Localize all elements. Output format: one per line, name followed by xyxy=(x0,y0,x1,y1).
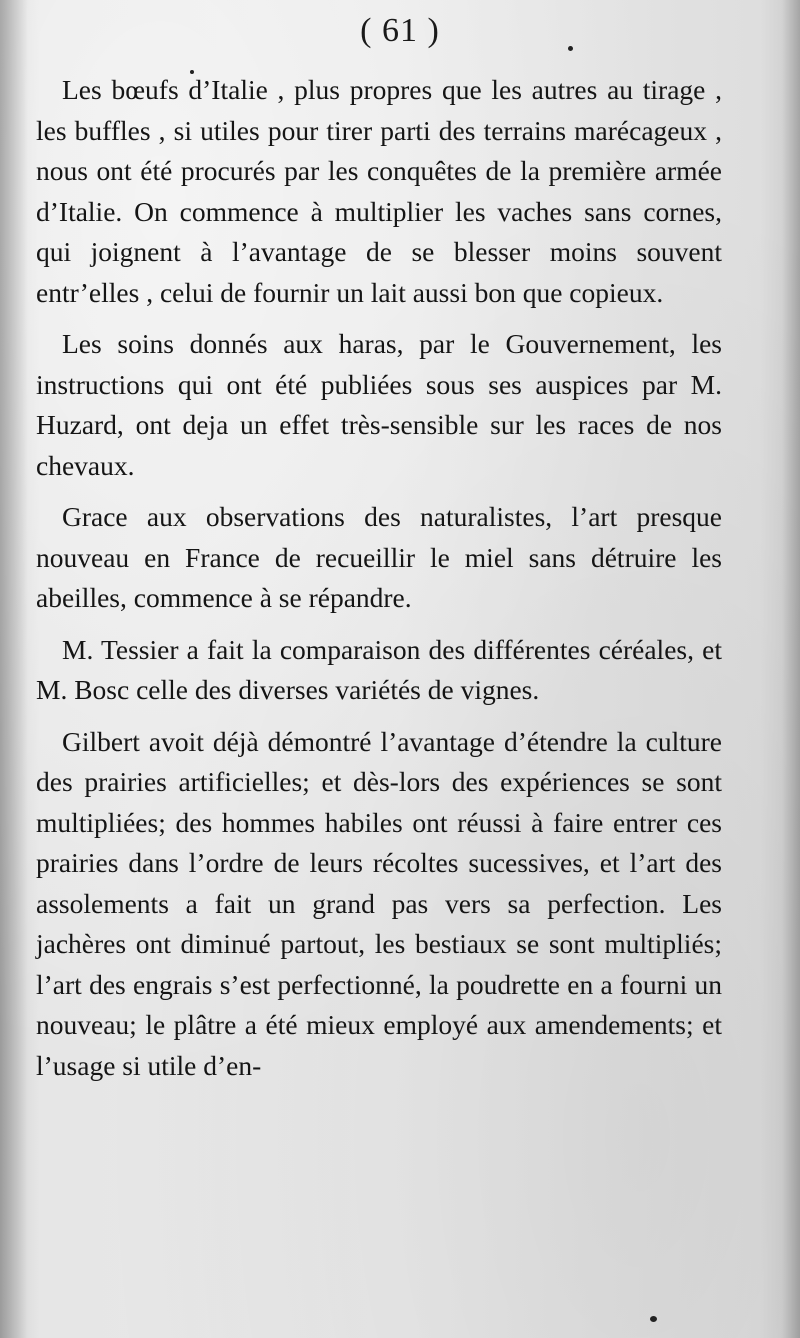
spine-shadow xyxy=(0,0,28,1338)
paragraph-5: Gilbert avoit déjà démontré l’avantage d’étendre la culture des prairies artificielles; et dès-lors des expériences se sont multipliées; des hommes habiles ont réussi à faire entrer ces prairies dans l’ordre de leurs récoltes sucessives, et l’art des assolements a fait un grand pas vers sa perfection. Les jachères ont diminué partout, les bestiaux se sont multipliés; l’art des engrais s’est perfectionné, la poudrette en a fourni un nouveau; le plâtre a été mieux employé aux amendements; et l’usage si utile d’en- xyxy=(36,725,722,1081)
paragraph-2: Les soins donnés aux haras, par le Gouvernement, les instructions qui ont été publiées sous ses auspices par M. Huzard, ont deja un effet très-sensible sur les races de nos chevaux. xyxy=(36,328,722,481)
paragraph-3: Grace aux observations des naturalistes, l’art presque nouveau en France de recueillir le miel sans détruire les abeilles, commence à se répandre. xyxy=(36,501,722,613)
ink-speck xyxy=(568,46,573,51)
paragraph-4: M. Tessier a fait la comparaison des différentes céréales, et M. Bosc celle des diverses variétés de vignes. xyxy=(36,633,722,705)
ink-speck xyxy=(650,1316,657,1322)
ink-speck xyxy=(190,70,194,74)
paragraph-1: Les bœufs d’Italie , plus propres que les autres au tirage , les buffles , si utiles pour tirer parti des terrains marécageux , nous ont été procurés par les conquêtes de la première armée d’Italie. On commence à multiplier les vaches sans cornes, qui joignent à l’avantage de se blesser moins souvent entr’elles , celui de fournir un lait aussi bon que copieux. xyxy=(36,74,722,308)
body-text xyxy=(36,70,722,1097)
page-edge-shadow xyxy=(782,0,800,1338)
page-number: ( 61 ) xyxy=(360,12,440,49)
